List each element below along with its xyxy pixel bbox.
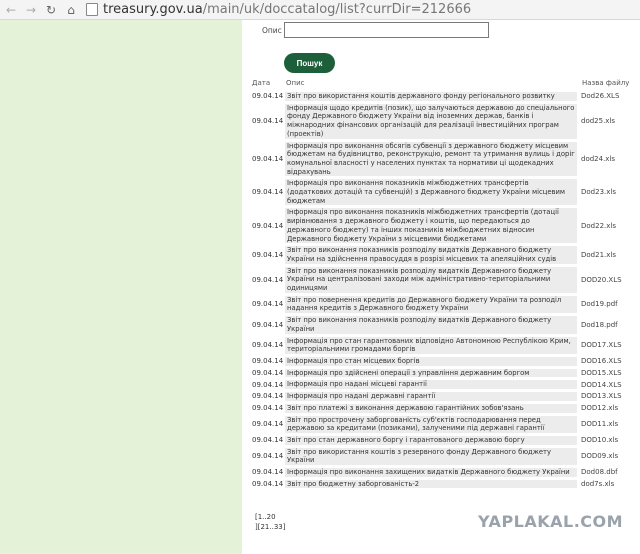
column-header-description: Опис: [286, 79, 305, 87]
row-file-link[interactable]: Dod19.pdf: [581, 300, 618, 309]
browser-toolbar: [0, 0, 640, 20]
row-description: Інформація про виконання показників міжбюджетних трансфертів (додаткових дотацій та субвенцій) з Державного бюджету України місцевим бюджетам: [284, 179, 578, 205]
table-row: [250, 415, 632, 435]
table-row: [250, 479, 632, 491]
row-file-link[interactable]: Dod23.xls: [581, 188, 616, 197]
row-file-link[interactable]: DOD16.XLS: [581, 357, 622, 366]
table-row: [250, 467, 632, 479]
row-description: Інформація про здійснені операції з управління державним боргом: [284, 369, 578, 378]
watermark: YAPLAKAL.COM: [478, 512, 624, 531]
row-date: 09.04.14: [252, 392, 284, 401]
table-row: [250, 379, 632, 391]
row-file-link[interactable]: DOD11.xls: [581, 420, 619, 429]
table-row: [250, 103, 632, 141]
row-description: Звіт про виконання показників розподілу видатків Державного бюджету України на здійснення правосуддя в розрізі місцевих та апеляційних судів: [284, 246, 578, 263]
url-domain: treasury.gov.ua: [103, 2, 203, 17]
row-description: Інформація про надані державні гарантії: [284, 392, 578, 401]
home-icon[interactable]: ⌂: [67, 2, 75, 17]
row-file-link[interactable]: Dod22.xls: [581, 221, 616, 230]
row-date: 09.04.14: [252, 357, 284, 366]
row-date: 09.04.14: [252, 369, 284, 378]
column-header-file: Назва файлу: [582, 79, 630, 87]
row-date: 09.04.14: [252, 275, 284, 284]
row-file-link[interactable]: DOD09.xls: [581, 452, 619, 461]
row-date: 09.04.14: [252, 452, 284, 461]
table-row: [250, 295, 632, 315]
row-date: 09.04.14: [252, 320, 284, 329]
row-description: Звіт про виконання показників розподілу видатків Державного бюджету України: [284, 316, 578, 333]
row-description: Інформація про виконання захищених видатків Державного бюджету України: [284, 468, 578, 477]
document-table: [250, 91, 632, 490]
row-file-link[interactable]: DOD14.XLS: [581, 380, 622, 389]
row-file-link[interactable]: dod7s.xls: [581, 480, 615, 489]
row-date: 09.04.14: [252, 404, 284, 413]
row-date: 09.04.14: [252, 380, 284, 389]
row-description: Звіт про прострочену заборгованість суб'єктів господарювання перед державою за кредитами (позиками), залученими під державні гарантії: [284, 416, 578, 433]
table-row: [250, 141, 632, 179]
row-description: Інформація про виконання показників міжбюджетних трансфертів (дотації вирівнювання з державного бюджету і коштів, що передаються до державного бюджету) та інших показників міжбюджетних відносин Державного бюджету України з місцевими бюджетами: [284, 208, 578, 243]
page-icon: [86, 3, 98, 16]
row-description: Звіт про використання коштів державного фонду регіонального розвитку: [284, 92, 578, 101]
row-description: Звіт про повернення кредитів до Державного бюджету України та розподіл надання кредитів з Державного бюджету України: [284, 296, 578, 313]
row-description: Звіт про виконання показників розподілу видатків Державного бюджету України на централізовані заходи між адміністративно-територіальними одиницями: [284, 267, 578, 293]
row-date: 09.04.14: [252, 221, 284, 230]
row-date: 09.04.14: [252, 341, 284, 350]
row-date: 09.04.14: [252, 117, 284, 126]
column-header-date: Дата: [252, 79, 271, 87]
row-file-link[interactable]: dod24.xls: [581, 154, 616, 163]
row-date: 09.04.14: [252, 154, 284, 163]
table-row: [250, 447, 632, 467]
row-file-link[interactable]: dod25.xls: [581, 117, 616, 126]
row-file-link[interactable]: DOD20.XLS: [581, 275, 622, 284]
row-description: Звіт про використання коштів з резервного фонду Державного бюджету України: [284, 448, 578, 465]
pager-range-1[interactable]: [1..20: [255, 513, 276, 521]
row-date: 09.04.14: [252, 300, 284, 309]
row-description: Інформація про виконання обсягів субвенції з державного бюджету місцевим бюджетам на будівництво, реконструкцію, ремонт та утримання вулиць і доріг комунальної власності у населених пунктах та нормативи ці щодекадних відрахувань: [284, 142, 578, 177]
row-file-link[interactable]: DOD10.xls: [581, 436, 619, 445]
row-description: Інформація про надані місцеві гарантії: [284, 380, 578, 389]
pagination: [255, 512, 285, 532]
row-description: Звіт про бюджетну заборгованість-2: [284, 480, 578, 489]
table-row: [250, 403, 632, 415]
row-date: 09.04.14: [252, 468, 284, 477]
address-bar[interactable]: [103, 2, 471, 17]
row-date: 09.04.14: [252, 250, 284, 259]
row-file-link[interactable]: Dod08.dbf: [581, 468, 618, 477]
row-description: Інформація про стан гарантованих відповідно Автономною Республікою Крим, територіальними громадами боргів: [284, 337, 578, 354]
row-description: Звіт про платежі з виконання державою гарантійних зобов'язань: [284, 404, 578, 413]
table-row: [250, 245, 632, 265]
row-file-link[interactable]: Dod18.pdf: [581, 320, 618, 329]
row-file-link[interactable]: DOD15.XLS: [581, 369, 622, 378]
row-date: 09.04.14: [252, 436, 284, 445]
search-label: Опис: [262, 26, 282, 35]
row-date: 09.04.14: [252, 188, 284, 197]
row-file-link[interactable]: DOD17.XLS: [581, 341, 622, 350]
row-file-link[interactable]: DOD12.xls: [581, 404, 619, 413]
table-row: [250, 336, 632, 356]
table-row: [250, 91, 632, 103]
row-description: Інформація щодо кредитів (позик), що залучаються державою до спеціального фонду Державного бюджету України від іноземних держав, банків і міжнародних фінансових організацій для реалізації інвестиційних програм (проектів): [284, 104, 578, 139]
table-row: [250, 368, 632, 380]
url-path: /main/uk/doccatalog/list?currDir=212666: [202, 2, 472, 17]
row-description: Звіт про стан державного боргу і гарантованого державою боргу: [284, 436, 578, 445]
search-input[interactable]: [284, 22, 489, 38]
row-date: 09.04.14: [252, 480, 284, 489]
left-sidebar: [0, 20, 242, 554]
row-file-link[interactable]: Dod21.xls: [581, 250, 616, 259]
table-row: [250, 356, 632, 368]
table-row: [250, 207, 632, 245]
forward-arrow-icon[interactable]: →: [25, 2, 37, 17]
table-row: [250, 391, 632, 403]
table-row: [250, 315, 632, 335]
row-date: 09.04.14: [252, 92, 284, 101]
search-button[interactable]: Пошук: [284, 53, 335, 73]
table-row: [250, 435, 632, 447]
row-file-link[interactable]: DOD13.XLS: [581, 392, 622, 401]
table-row: [250, 266, 632, 295]
row-description: Інформація про стан місцевих боргів: [284, 357, 578, 366]
row-file-link[interactable]: Dod26.XLS: [581, 92, 620, 101]
table-row: [250, 178, 632, 207]
back-arrow-icon[interactable]: ←: [5, 2, 17, 17]
row-date: 09.04.14: [252, 420, 284, 429]
pager-range-2[interactable]: ][21..33]: [255, 523, 286, 531]
reload-icon[interactable]: ↻: [45, 2, 57, 17]
